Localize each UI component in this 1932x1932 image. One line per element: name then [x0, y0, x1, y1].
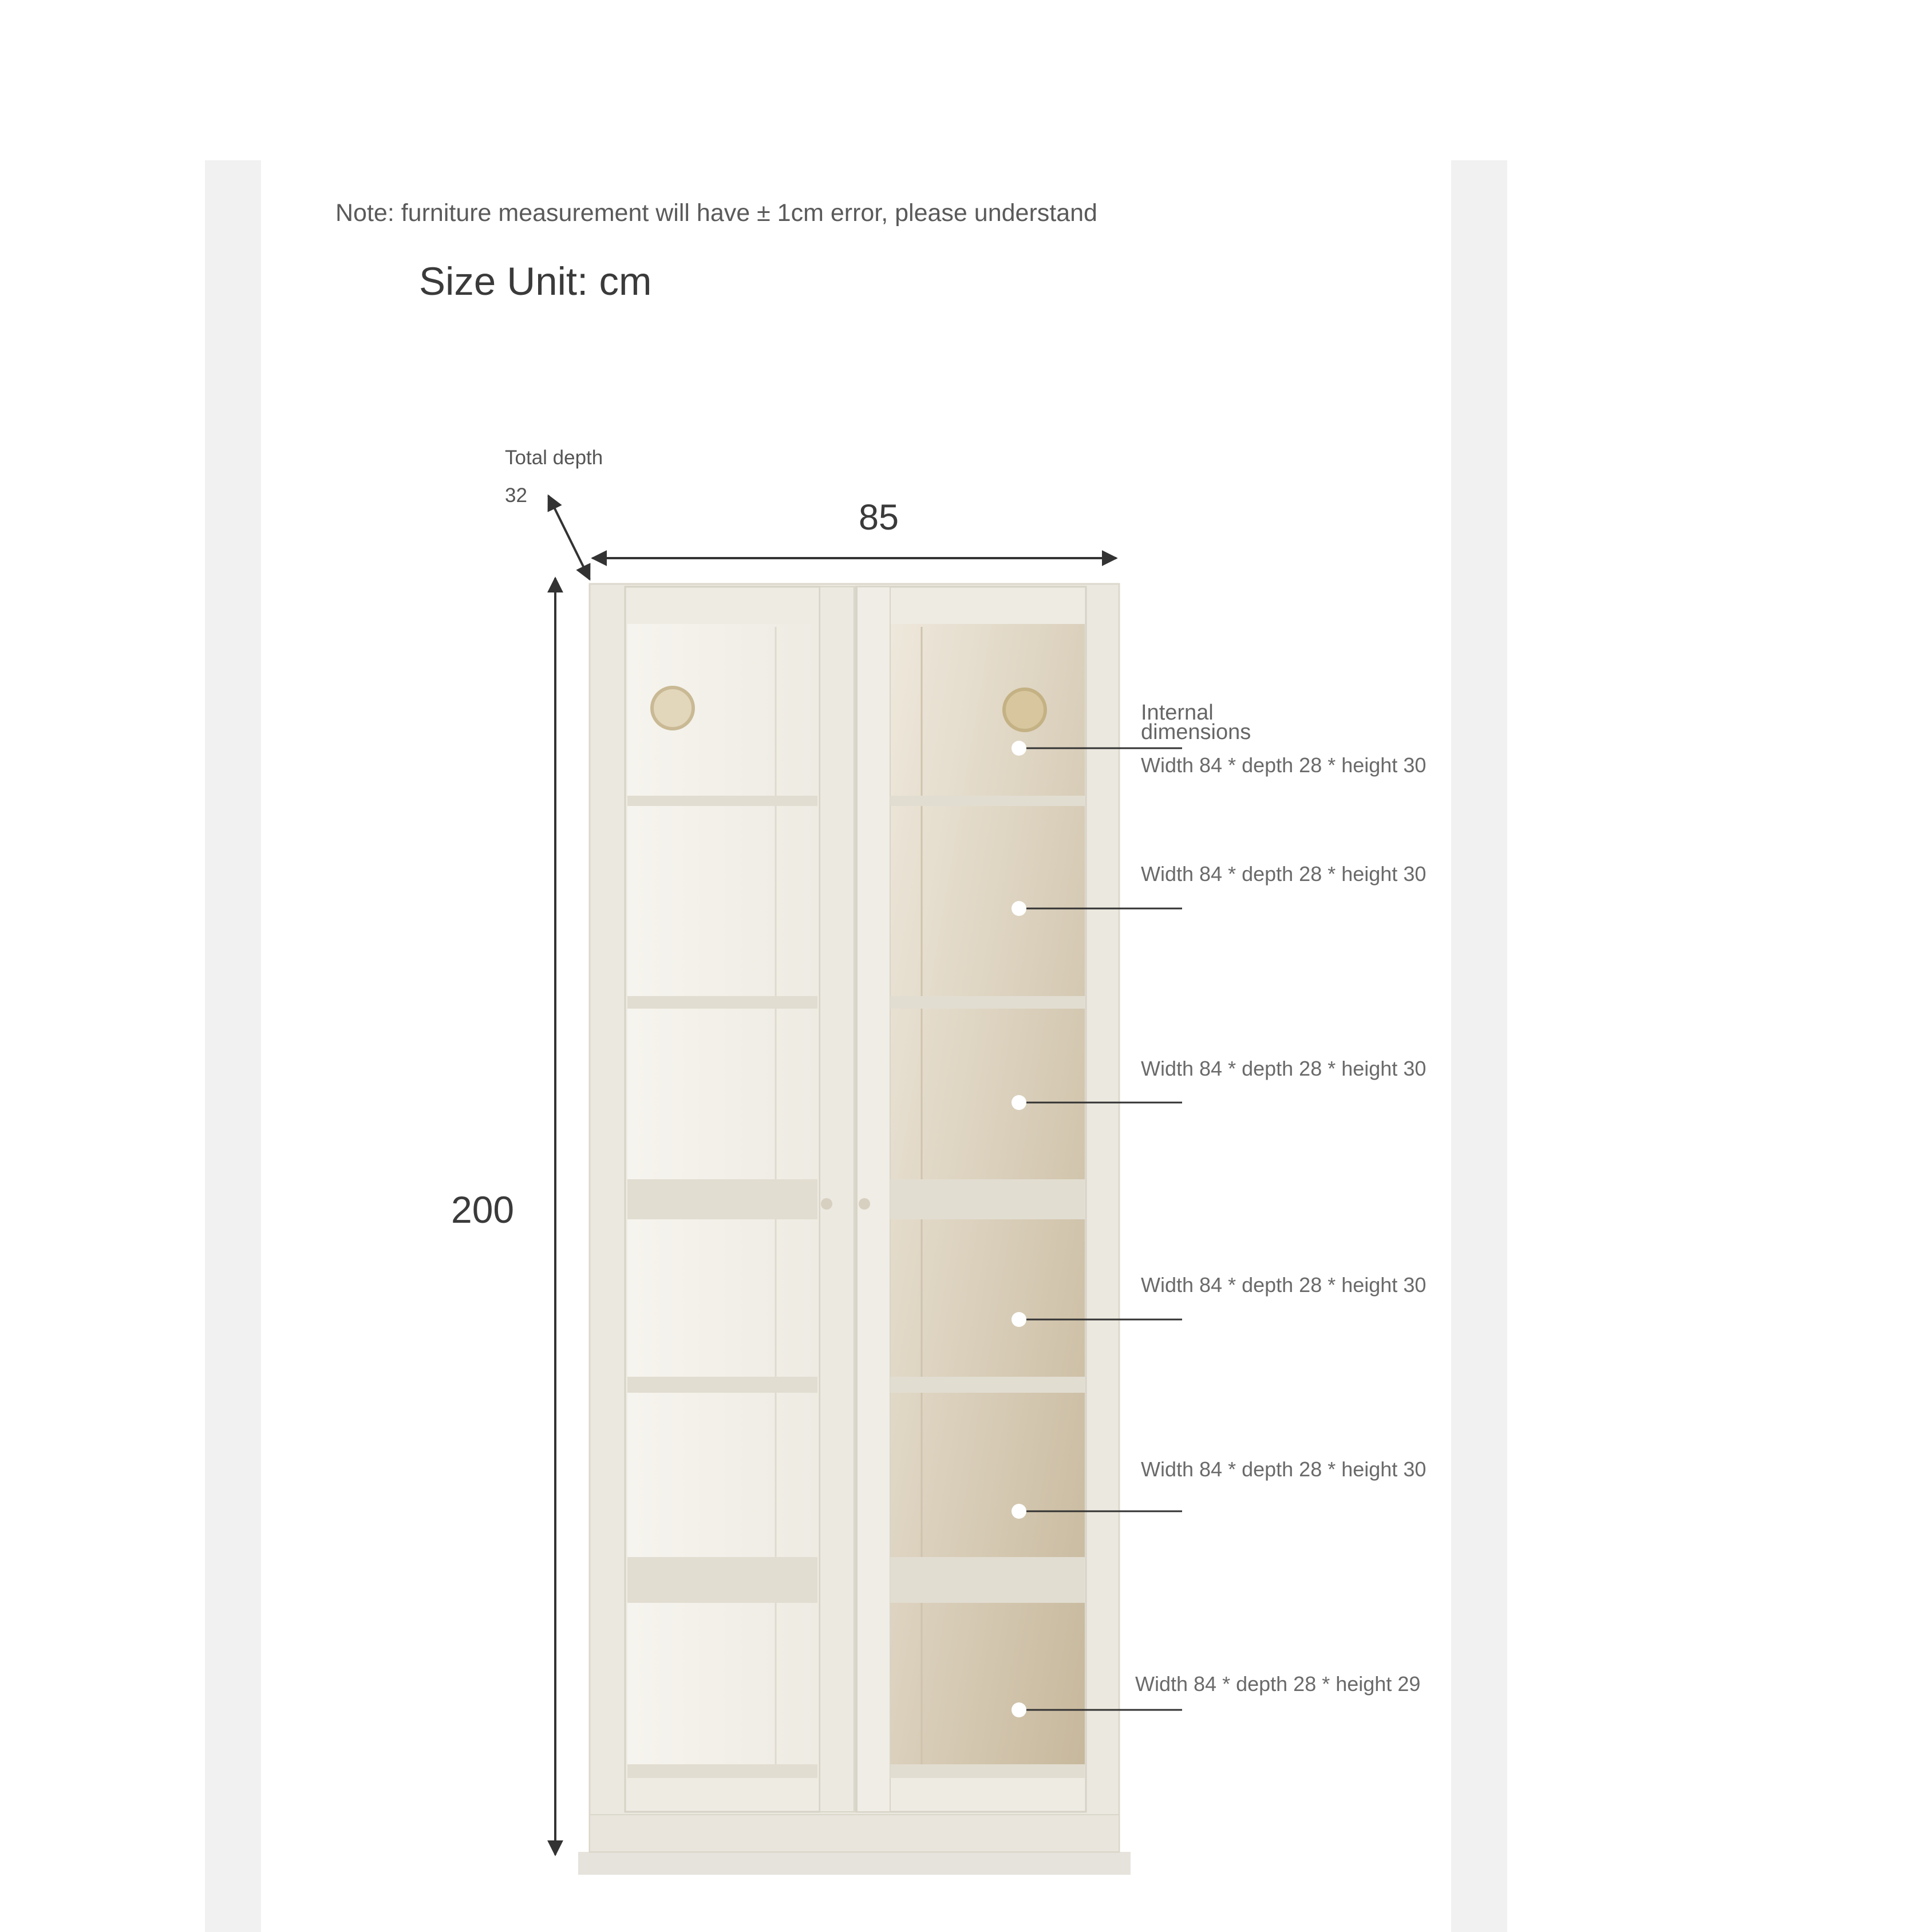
leader-dot-2: [1012, 901, 1026, 916]
shelf-dimension-label-1: Width 84 * depth 28 * height 30: [1141, 753, 1427, 777]
leader-dot-1: [1012, 741, 1026, 756]
right-rattan-vent: [1004, 689, 1045, 730]
middle-rail-right: [890, 1179, 1085, 1219]
shelf-dimension-label-3: Width 84 * depth 28 * height 30: [1141, 1057, 1427, 1080]
shelf-2-left: [627, 996, 817, 1009]
shelf-dimension-label-4: Width 84 * depth 28 * height 30: [1141, 1273, 1427, 1297]
right-door-knob: [859, 1198, 870, 1210]
shelf-1-right: [890, 796, 1085, 806]
shelf-dimension-label-2: Width 84 * depth 28 * height 30: [1141, 862, 1427, 886]
leader-dot-5: [1012, 1504, 1026, 1519]
leader-dot-6: [1012, 1702, 1026, 1717]
overall-height-value: 200: [451, 1188, 515, 1231]
depth-dimension-line: [548, 496, 590, 579]
shelf-5-right: [890, 1764, 1085, 1778]
middle-rail-left: [627, 1179, 817, 1219]
shelf-3-right: [890, 1377, 1085, 1393]
shelf-1-left: [627, 796, 817, 806]
shelf-3-left: [627, 1377, 817, 1393]
leader-dot-3: [1012, 1095, 1026, 1110]
internal-dimensions-title: Internal dimensions: [1141, 701, 1251, 744]
cabinet-shadow: [578, 1852, 1131, 1875]
total-depth-label: Total depth: [505, 447, 603, 469]
size-unit-label: Size Unit: cm: [419, 259, 652, 303]
leader-dot-4: [1012, 1312, 1026, 1327]
total-depth-value: 32: [505, 484, 527, 507]
overall-width-value: 85: [859, 497, 899, 538]
shelf-4-left: [627, 1557, 817, 1603]
shelf-dimension-label-6: Width 84 * depth 28 * height 29: [1135, 1672, 1421, 1696]
measurement-note: Note: furniture measurement will have ± 1cm error, please understand: [335, 199, 1097, 227]
shelf-2-right: [890, 996, 1085, 1009]
shelf-5-left: [627, 1764, 817, 1778]
shelf-dimension-label-5: Width 84 * depth 28 * height 30: [1141, 1457, 1427, 1481]
shelf-4-right: [890, 1557, 1085, 1603]
left-rattan-vent: [652, 688, 693, 729]
left-door-knob: [821, 1198, 832, 1210]
cabinet-plinth: [590, 1815, 1119, 1852]
